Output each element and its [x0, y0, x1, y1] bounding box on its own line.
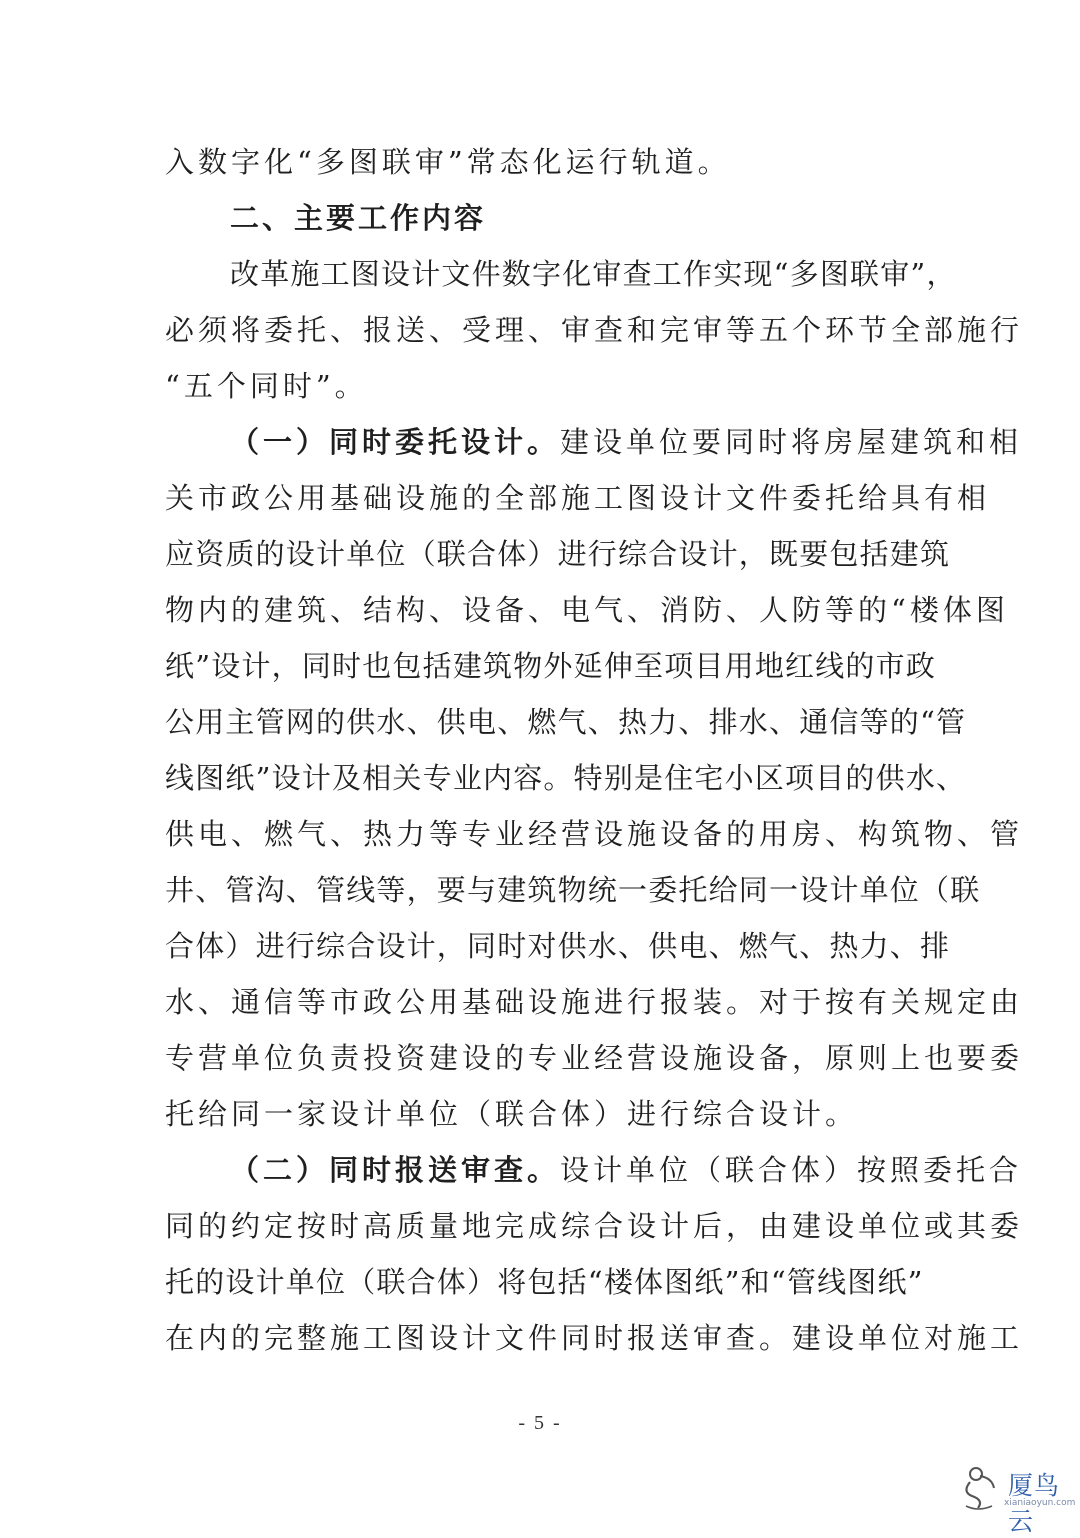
- body-line: 必须将委托、报送、受理、审查和完审等五个环节全部施行: [165, 313, 1024, 347]
- body-line: 专营单位负责投资建设的专业经营设施设备，原则上也要委: [165, 1041, 1024, 1075]
- body-line: 线图纸”设计及相关专业内容。特别是住宅小区项目的供水、: [165, 761, 967, 795]
- body-line: 托给同一家设计单位（联合体）进行综合设计。: [165, 1097, 859, 1131]
- body-line: 关市政公用基础设施的全部施工图设计文件委托给具有相: [165, 481, 991, 515]
- body-line: 公用主管网的供水、供电、燃气、热力、排水、通信等的“管: [165, 705, 967, 739]
- body-line: 合体）进行综合设计，同时对供水、供电、燃气、热力、排: [165, 929, 951, 963]
- body-line: “五个同时”。: [165, 369, 368, 403]
- body-text: 建设单位要同时将房屋建筑和相: [560, 425, 1023, 459]
- watermark-name: 厦鸟云: [1008, 1471, 1061, 1536]
- section-heading: 二、主要工作内容: [230, 201, 487, 235]
- watermark: [958, 1462, 1076, 1536]
- subsection-lead: （一）同时委托设计。: [230, 425, 561, 459]
- body-line: 应资质的设计单位（联合体）进行综合设计，既要包括建筑: [165, 537, 951, 571]
- body-line: 入数字化“多图联审”常态化运行轨道。: [165, 145, 731, 179]
- body-line: 纸”设计，同时也包括建筑物外延伸至项目用地红线的市政: [165, 649, 937, 683]
- body-line: [230, 1151, 1023, 1189]
- body-text: 设计单位（联合体）按照委托合: [560, 1153, 1023, 1187]
- watermark-url: xianiaoyun.com: [1004, 1498, 1076, 1508]
- body-line: 在内的完整施工图设计文件同时报送审查。建设单位对施工: [165, 1321, 1024, 1355]
- body-line: 托的设计单位（联合体）将包括“楼体图纸”和“管线图纸”: [165, 1265, 924, 1299]
- bird-logo-icon: [958, 1462, 1002, 1512]
- body-line: 同的约定按时高质量地完成综合设计后，由建设单位或其委: [165, 1209, 1024, 1243]
- subsection-lead: （二）同时报送审查。: [230, 1153, 561, 1187]
- body-line: 水、通信等市政公用基础设施进行报装。对于按有关规定由: [165, 985, 1024, 1019]
- page-number: - 5 -: [518, 1412, 562, 1434]
- body-line: 物内的建筑、结构、设备、电气、消防、人防等的“楼体图: [165, 593, 1009, 627]
- body-line: [230, 423, 1023, 461]
- body-line: 井、管沟、管线等，要与建筑物统一委托给同一设计单位（联: [165, 873, 981, 907]
- body-line: 改革施工图设计文件数字化审查工作实现“多图联审”，: [230, 257, 957, 291]
- body-line: 供电、燃气、热力等专业经营设施设备的用房、构筑物、管: [165, 817, 1024, 851]
